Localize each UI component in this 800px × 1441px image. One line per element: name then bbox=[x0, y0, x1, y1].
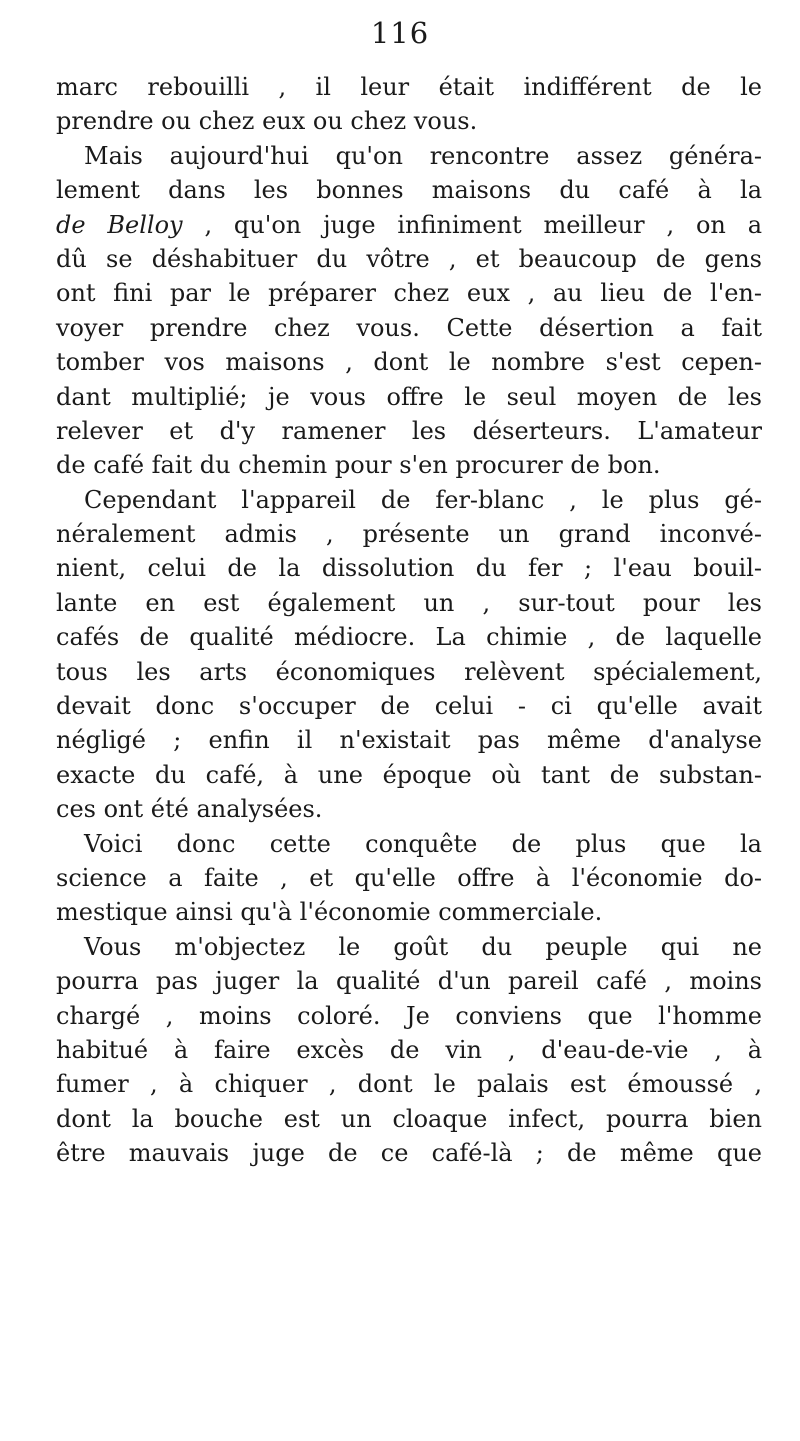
page-number: 116 bbox=[370, 16, 430, 50]
text-line: pourra pas juger la qualité d'un pareil café , moins bbox=[56, 967, 762, 996]
italic-text-segment: de Belloy bbox=[56, 210, 183, 239]
text-line: marc rebouilli , il leur était indifférent de le bbox=[56, 73, 762, 101]
text-line: néralement admis , présente un grand inconvé- bbox=[56, 520, 762, 549]
body-text bbox=[56, 70, 762, 1171]
text-line: Cependant l'appareil de fer-blanc , le plus gé- bbox=[84, 485, 762, 514]
text-line: chargé , moins coloré. Je conviens que l'homme bbox=[56, 1001, 762, 1030]
text-line: devait donc s'occuper de celui - ci qu'elle avait bbox=[56, 692, 762, 721]
text-line: dû se déshabituer du vôtre , et beaucoup de gens bbox=[56, 244, 762, 273]
text-line: Vous m'objectez le goût du peuple qui ne bbox=[84, 932, 762, 961]
text-segment: , qu'on juge infiniment meilleur , on a bbox=[182, 210, 762, 239]
text-line: dont la bouche est un cloaque infect, pourra bien bbox=[56, 1104, 762, 1133]
text-line: Voici donc cette conquête de plus que la bbox=[84, 829, 762, 858]
text-line: science a faite , et qu'elle offre à l'économie do- bbox=[56, 863, 762, 892]
text-line: relever et d'y ramener les déserteurs. L'amateur bbox=[56, 416, 762, 445]
text-line: ont fini par le préparer chez eux , au lieu de l'en- bbox=[56, 279, 762, 308]
text-line: lante en est également un , sur-tout pour les bbox=[56, 588, 762, 617]
text-line: tomber vos maisons , dont le nombre s'est cepen- bbox=[56, 348, 762, 377]
text-line: voyer prendre chez vous. Cette désertion a fait bbox=[56, 313, 762, 342]
text-line: nient, celui de la dissolution du fer ; l'eau bouil- bbox=[56, 554, 762, 583]
text-line: habitué à faire excès de vin , d'eau-de-vie , à bbox=[56, 1035, 762, 1064]
text-line: Mais aujourd'hui qu'on rencontre assez généra- bbox=[84, 141, 762, 170]
text-line: prendre ou chez eux ou chez vous. bbox=[56, 107, 478, 136]
text-line: lement dans les bonnes maisons du café à la bbox=[56, 176, 762, 205]
text-line: cafés de qualité médiocre. La chimie , de laquelle bbox=[56, 623, 762, 652]
text-line bbox=[56, 208, 762, 242]
text-line: mestique ainsi qu'à l'économie commerciale. bbox=[56, 898, 603, 927]
text-line: fumer , à chiquer , dont le palais est émoussé , bbox=[56, 1070, 762, 1099]
text-line: exacte du café, à une époque où tant de substan- bbox=[56, 760, 762, 789]
text-line: ces ont été analysées. bbox=[56, 795, 323, 824]
text-line: être mauvais juge de ce café-là ; de même que bbox=[56, 1139, 762, 1168]
text-line: tous les arts économiques relèvent spécialement, bbox=[56, 657, 762, 686]
text-line: de café fait du chemin pour s'en procurer de bon. bbox=[56, 451, 661, 480]
text-line: dant multiplié; je vous offre le seul moyen de les bbox=[56, 382, 762, 411]
text-line: négligé ; enfin il n'existait pas même d'analyse bbox=[56, 726, 762, 755]
